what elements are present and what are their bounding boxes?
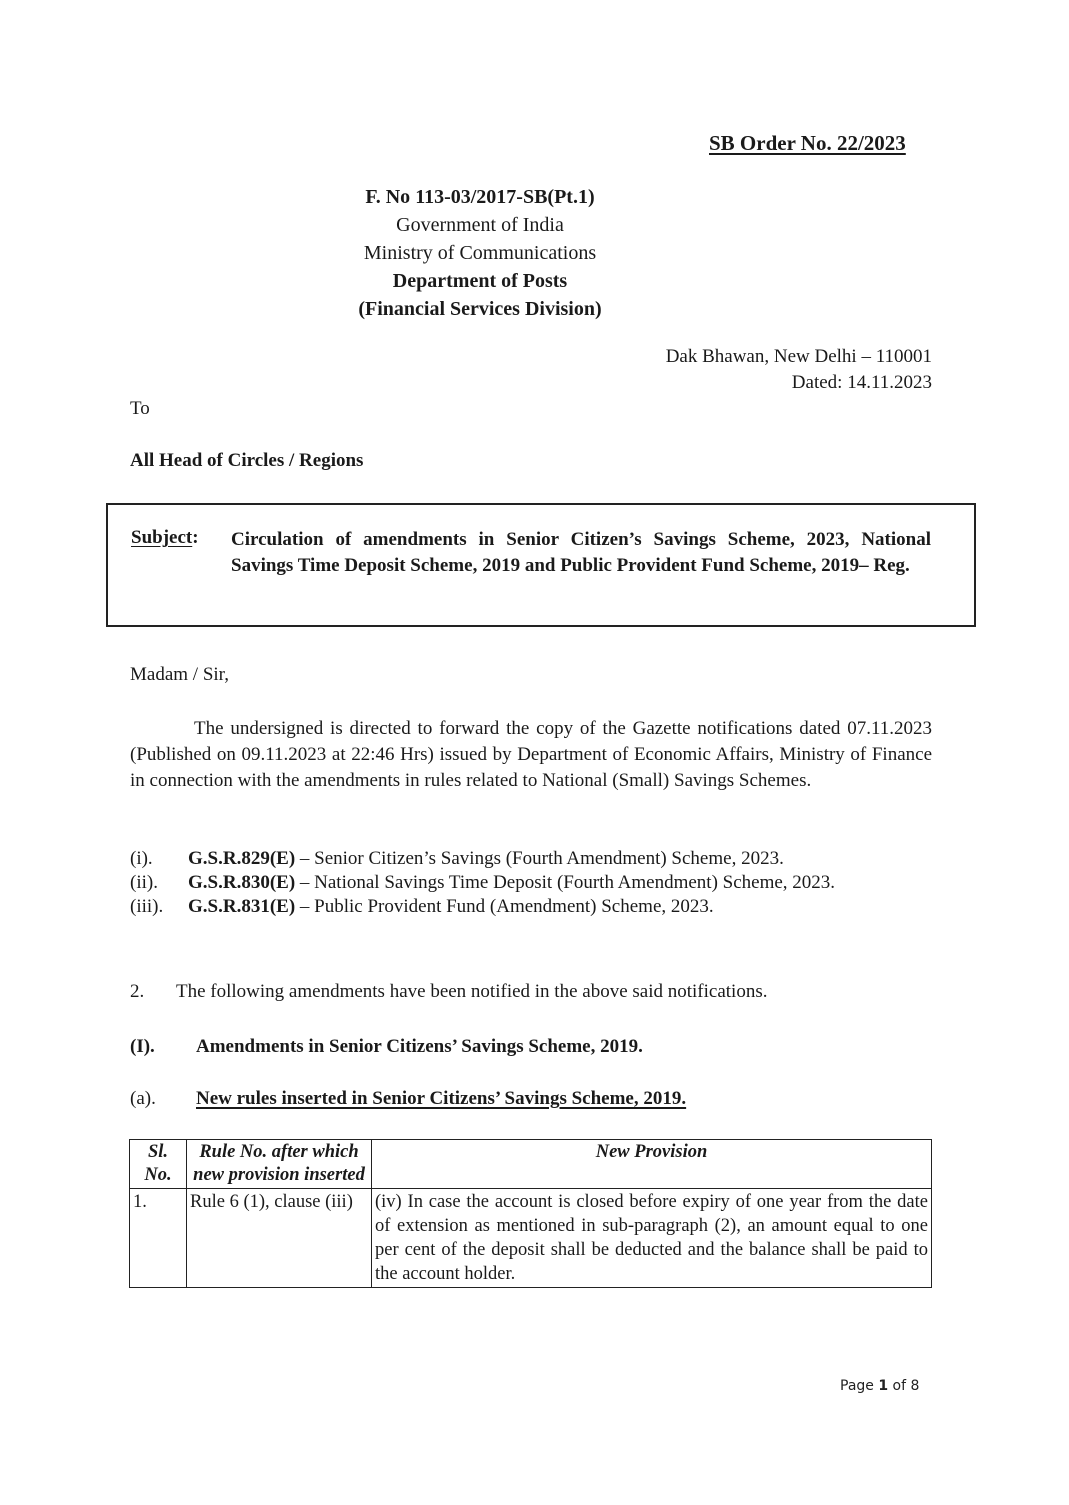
to-label: To xyxy=(130,398,150,419)
ministry-line: Ministry of Communications xyxy=(363,242,597,264)
notification-item: (i). G.S.R.829(E) – Senior Citizen’s Savings (Fourth Amendment) Scheme, 2023. xyxy=(130,848,784,869)
file-number: F. No 113-03/2017-SB(Pt.1) xyxy=(365,186,595,208)
notification-item: (ii). G.S.R.830(E) – National Savings Time Deposit (Fourth Amendment) Scheme, 2023. xyxy=(130,872,836,893)
address-place: Dak Bhawan, New Delhi – 110001 xyxy=(665,346,932,367)
paragraph-2: 2. The following amendments have been notified in the above said notifications. xyxy=(130,981,768,1002)
cell-new-provision: (iv) In case the account is closed before expiry of one year from the date of extension as mentioned in sub-paragraph (2), an amount equal to one per cent of the deposit shall be deducted and the balance shall be paid to the account holder. xyxy=(372,1189,932,1288)
table-row xyxy=(130,1189,932,1288)
notification-list xyxy=(130,847,932,919)
column-header-rule-no: Rule No. after which new provision inserted xyxy=(187,1140,372,1189)
salutation: Madam / Sir, xyxy=(130,664,229,685)
section-heading-I: (I). Amendments in Senior Citizens’ Savings Scheme, 2019. xyxy=(130,1036,643,1057)
sender-address xyxy=(666,344,932,396)
government-line: Government of India xyxy=(396,214,564,236)
addressee: All Head of Circles / Regions xyxy=(130,450,364,471)
page-number: Page 1 of 8 xyxy=(840,1378,920,1394)
table-header-row xyxy=(130,1140,932,1189)
cell-rule-no: Rule 6 (1), clause (iii) xyxy=(187,1189,372,1288)
section-heading-a: (a). New rules inserted in Senior Citizens’ Savings Scheme, 2019. xyxy=(130,1088,687,1109)
address-date: Dated: 14.11.2023 xyxy=(791,372,932,393)
subject-text: Circulation of amendments in Senior Citizen’s Savings Scheme, 2023, National Savings Time Deposit Scheme, 2019 and Public Provident Fund Scheme, 2019– Reg. xyxy=(231,529,931,576)
order-number: SB Order No. 22/2023 xyxy=(709,131,906,155)
column-header-new-provision: New Provision xyxy=(372,1140,932,1189)
letterhead xyxy=(330,183,630,323)
subject-label: Subject: xyxy=(131,527,199,548)
division-line: (Financial Services Division) xyxy=(358,298,602,320)
department-line: Department of Posts xyxy=(392,270,568,292)
cell-sl-no: 1. xyxy=(130,1189,187,1288)
notification-item: (iii). G.S.R.831(E) – Public Provident Fund (Amendment) Scheme, 2023. xyxy=(130,896,714,917)
column-header-sl-no: Sl. No. xyxy=(130,1140,187,1189)
intro-paragraph: The undersigned is directed to forward the copy of the Gazette notifications dated 07.11.2023 (Published on 09.11.2023 at 22:46 Hrs) issued by Department of Economic Affairs, Ministry of Finance in connection with the amendments in rules related to National (Small) Savings Schemes. xyxy=(130,718,932,791)
new-rules-table xyxy=(129,1139,932,1288)
